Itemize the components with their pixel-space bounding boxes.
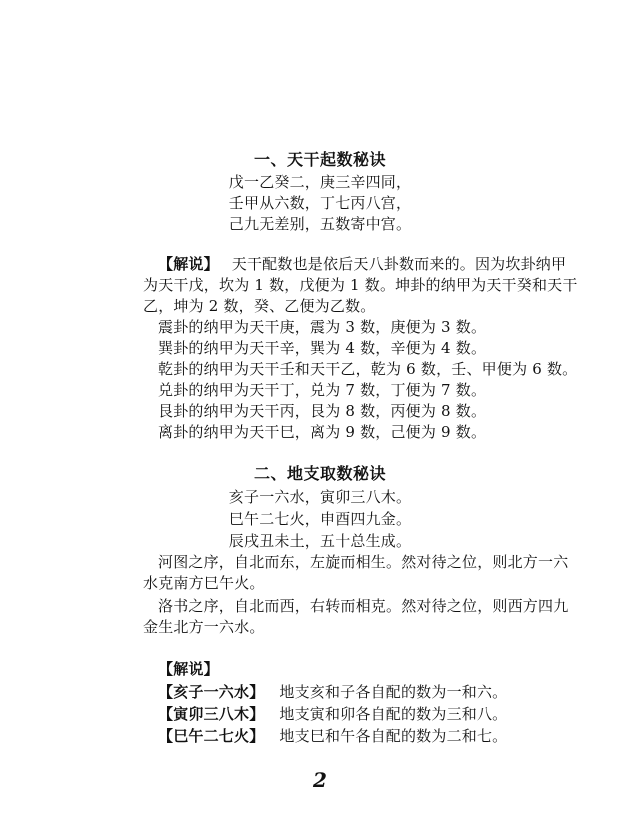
gua-line: 震卦的纳甲为天干庚，震为 3 数，庚便为 3 数。 [158, 318, 487, 336]
paragraph-line: 金生北方一六水。 [143, 618, 265, 636]
explanation-text: 天干配数也是依后天八卦数而来的。因为坎卦纳甲 [231, 255, 567, 273]
verse-line: 巳午二七火，申酉四九金。 [228, 510, 412, 528]
explanation-label: 【解说】 [158, 660, 219, 678]
gua-line: 艮卦的纳甲为天干丙，艮为 8 数，丙便为 8 数。 [158, 402, 487, 420]
section-title: 二、地支取数秘诀 [253, 464, 386, 483]
item-text: 地支寅和卯各自配的数为三和八。 [279, 705, 508, 723]
verse-line: 壬甲从六数，丁七丙八宫， [228, 194, 412, 212]
paragraph-line: 河图之序，自北而东，左旋而相生。然对待之位，则北方一六 [158, 553, 569, 571]
verse-line: 辰戌丑未土，五十总生成。 [228, 532, 412, 550]
section-title: 一、天干起数秘诀 [253, 150, 386, 169]
explanation-paragraph [158, 255, 566, 273]
verse-line: 己九无差别，五数寄中宫。 [228, 215, 412, 233]
item-text: 地支亥和子各自配的数为一和六。 [279, 683, 508, 701]
list-item [158, 683, 507, 701]
item-text: 地支巳和午各自配的数为二和七。 [279, 727, 508, 745]
list-item [158, 727, 507, 745]
explanation-label: 【解说】 [158, 255, 219, 273]
item-label: 【寅卯三八木】 [158, 705, 265, 723]
paragraph-line: 洛书之序，自北而西，右转而相克。然对待之位，则西方四九 [158, 597, 569, 615]
explanation-line: 乙，坤为 2 数，癸、乙便为乙数。 [143, 297, 376, 315]
item-label: 【巳午二七火】 [158, 727, 265, 745]
verse-line: 戊一乙癸二，庚三辛四同， [228, 173, 412, 191]
list-item [158, 705, 507, 723]
gua-line: 兑卦的纳甲为天干丁，兑为 7 数，丁便为 7 数。 [158, 381, 487, 399]
paragraph-line: 水克南方巳午火。 [143, 574, 265, 592]
gua-line: 巽卦的纳甲为天干辛，巽为 4 数，辛便为 4 数。 [158, 339, 487, 357]
gua-line: 离卦的纳甲为天干巳，离为 9 数，己便为 9 数。 [158, 423, 487, 441]
explanation-line: 为天干戊，坎为 1 数，戊便为 1 数。坤卦的纳甲为天干癸和天干 [143, 276, 578, 294]
item-label: 【亥子一六水】 [158, 683, 265, 701]
page-number: 2 [313, 768, 327, 792]
verse-line: 亥子一六水，寅卯三八木。 [228, 488, 412, 506]
gua-line: 乾卦的纳甲为天干壬和天干乙，乾为 6 数，壬、甲便为 6 数。 [158, 360, 578, 378]
